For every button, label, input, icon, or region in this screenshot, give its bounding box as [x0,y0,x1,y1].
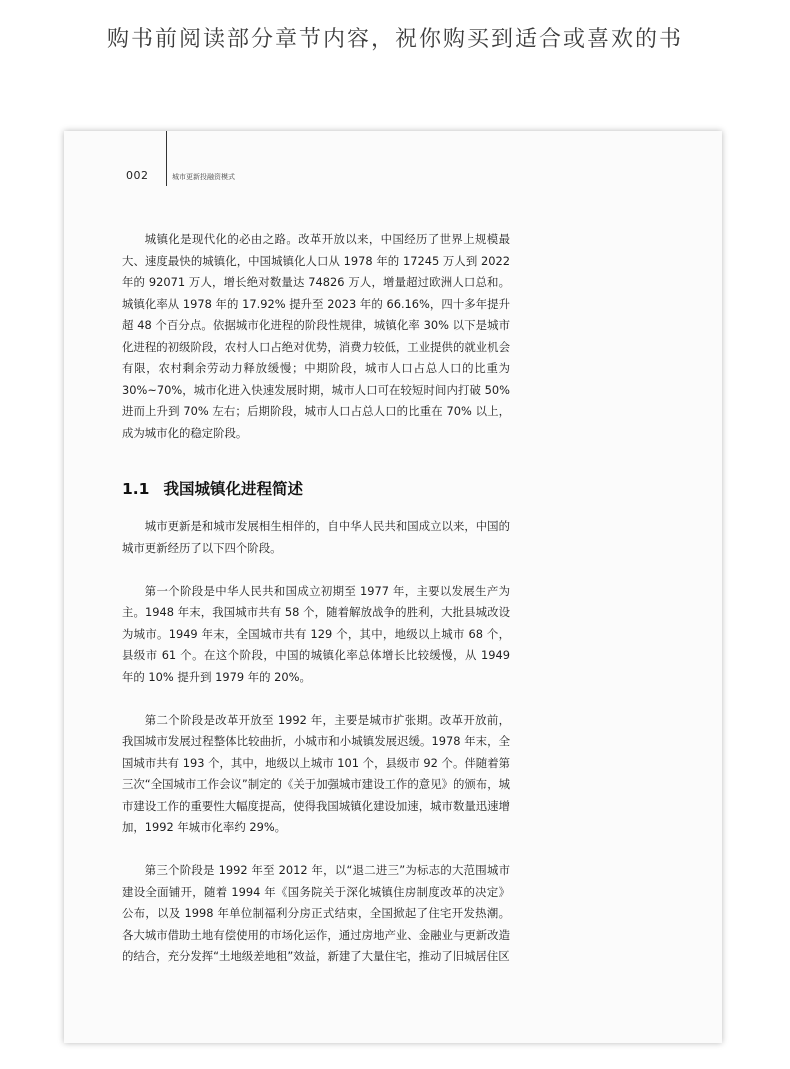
running-title: 城市更新投融资模式 [172,173,235,181]
section-title: 我国城镇化进程简述 [163,480,303,498]
preview-banner: 购书前阅读部分章节内容，祝你购买到适合或喜欢的书 [106,27,683,52]
running-head [122,131,422,186]
intro-paragraph: 城镇化是现代化的必由之路。改革开放以来，中国经历了世界上规模最大、速度最快的城镇化，中国城镇化人口从 1978 年的 17245 万人到 2022 年的 92071 万人，增长绝对数量达 74826 万人，增量超过欧洲人口总和。城镇化率从 1978 年的 17.92% 提升至 2023 年的 66.16%，四十多年提升超 48 个百分点。依据城市化进程的阶段性规律，城镇化率 30% 以下是城市化进程的初级阶段，农村人口占绝对优势，消费力较低，工业提供的就业机会有限，农村剩余劳动力释放缓慢；中期阶段，城市人口占总人口的比重为 30%~70%，城市化进入快速发展时期，城市人口可在较短时间内打破 50% 进而上升到 70% 左右；后期阶段，城市人口占总人口的比重在 70% 以上，成为城市化的稳定阶段。 [122,232,510,440]
paragraph-stage-two: 第二个阶段是改革开放至 1992 年，主要是城市扩张期。改革开放前，我国城市发展过程整体比较曲折，小城市和小城镇发展迟缓。1978 年末，全国城市共有 193 个，其中，地级以上城市 101 个，县级市 92 个。伴随着第三次“全国城市工作会议”制定的《关于加强城市建设工作的意见》的颁布，城市建设工作的重要性大幅度提高，使得我国城镇化建设加速，城市数量迅速增加，1992 年城市化率约 29%。 [122,712,510,834]
page-number: 002 [126,169,149,182]
section-number: 1.1 [122,480,150,498]
intro-text-block [122,229,510,444]
paragraph-overview: 城市更新是和城市发展相生相伴的，自中华人民共和国成立以来，中国的城市更新经历了以下四个阶段。 [122,519,510,555]
paragraph-stage-one: 第一个阶段是中华人民共和国成立初期至 1977 年，主要以发展生产为主。1948 年末，我国城市共有 58 个，随着解放战争的胜利，大批县城改设为城市。1949 年末，全国城市共有 129 个，其中，地级以上城市 68 个，县级市 61 个。在这个阶段，中国的城镇化率总体增长比较缓慢，从 1949 年的 10% 提升到 1979 年的 20%。 [122,583,510,684]
section-heading [122,477,303,499]
book-page [64,131,722,1043]
running-head-divider [166,131,167,186]
paragraph-stage-three: 第三个阶段是 1992 年至 2012 年，以“退二进三”为标志的大范围城市建设全面铺开，随着 1994 年《国务院关于深化城镇住房制度改革的决定》公布，以及 1998 年单位制福利分房正式结束，全国掀起了住宅开发热潮。各大城市借助土地有偿使用的市场化运作，通过房地产业、金融业与更新改造的结合，充分发挥“土地级差地租”效益，新建了大量住宅，推动了旧城居住区 [122,863,510,963]
section-text-block [122,516,510,968]
